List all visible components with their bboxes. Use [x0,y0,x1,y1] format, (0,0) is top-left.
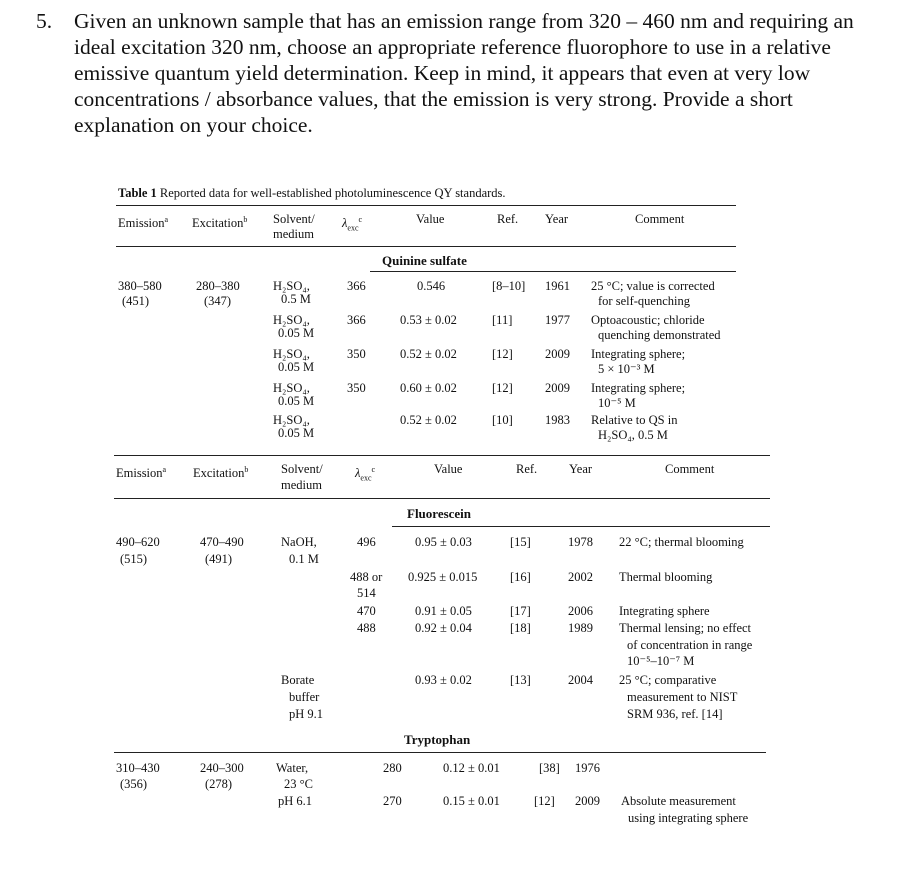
fluorescein-row5-year: 2004 [568,673,593,687]
question-line-2: ideal excitation 320 nm, choose an appropriate reference fluorophore to use in a relative [74,35,831,59]
quinine-row1-conc: 0.5 M [281,292,311,306]
fluorescein-emission-peak: (515) [120,552,148,566]
quinine-row2-lambda: 366 [347,313,366,327]
quinine-row1-value: 0.546 [417,279,446,293]
fluorescein-excitation-peak: (491) [205,552,233,566]
fluorescein-solvent-borate: Borate [281,673,315,687]
quinine-row3-conc: 0.05 M [278,360,315,374]
header-emission: Emission$^a$ [118,215,169,231]
quinine-row5-year: 1983 [545,413,570,427]
header-lambda: $\lambda_{exc}^c$ [342,215,363,233]
header-solvent: Solvent/ [273,212,315,226]
quinine-excitation-peak: (347) [204,294,232,308]
section-tryptophan-title: Tryptophan [404,732,471,747]
quinine-row2-solvent: H₂SO₄, [273,313,310,327]
tryptophan-row2-value: 0.15 ± 0.01 [443,794,500,808]
quinine-row2-comment2: quenching demonstrated [598,328,721,342]
header2-comment: Comment [665,462,715,476]
question-line-3: emissive quantum yield determination. Keep in mind, it appears that even at very low [74,61,811,85]
quinine-row1-comment2: for self-quenching [598,294,690,308]
quinine-row1-comment1: 25 °C; value is corrected [591,279,715,293]
fluorescein-row2-ref: [16] [510,570,531,584]
tryptophan-row2-year: 2009 [575,794,600,808]
fluorescein-row3-comment: Integrating sphere [619,604,710,618]
table-caption-label: Table 1 [118,186,157,200]
fluorescein-row4-comment: Thermal lensing; no effect [619,621,752,635]
fluorescein-row3-year: 2006 [568,604,593,618]
fluorescein-row2-year: 2002 [568,570,593,584]
tryptophan-solvent: Water, [276,761,309,775]
quinine-row4-conc: 0.05 M [278,394,315,408]
fluorescein-row3-lambda: 470 [357,604,376,618]
fluorescein-row2-comment: Thermal blooming [619,570,713,584]
header-ref: Ref. [497,212,519,226]
fluorescein-row4-comment3: 10⁻⁵–10⁻⁷ M [627,654,695,668]
quinine-row4-year: 2009 [545,381,570,395]
quinine-emission: 380–580 [118,279,162,293]
fluorescein-solvent-naoh: NaOH, [281,535,317,549]
fluorescein-row1-comment: 22 °C; thermal blooming [619,535,744,549]
fluorescein-row5-ref: [13] [510,673,531,687]
fluorescein-row2-lambda: 488 or [350,570,383,584]
header2-value: Value [434,462,463,476]
tryptophan-row1-lambda: 280 [383,761,402,775]
fluorescein-row3-ref: [17] [510,604,531,618]
question-line-1: Given an unknown sample that has an emission range from 320 – 460 nm and requiring an [74,9,854,33]
tryptophan-excitation: 240–300 [200,761,244,775]
fluorescein-excitation: 470–490 [200,535,244,549]
quinine-row2-ref: [11] [492,313,513,327]
fluorescein-emission: 490–620 [116,535,160,549]
section-quinine-rule [370,271,736,272]
tryptophan-row1-ref: [38] [539,761,560,775]
tryptophan-row2-lambda: 270 [383,794,402,808]
fluorescein-row1-value: 0.95 ± 0.03 [415,535,472,549]
quinine-row5-solvent: H₂SO₄, [273,413,310,427]
header2-bottom-rule [114,498,770,499]
fluorescein-row1-year: 1978 [568,535,593,549]
fluorescein-row4-value: 0.92 ± 0.04 [415,621,472,635]
table-caption [118,186,506,201]
section-tryptophan-rule [114,752,766,753]
fluorescein-row4-ref: [18] [510,621,531,635]
header2-emission: Emission$^a$ [116,465,167,481]
quinine-row2-year: 1977 [545,313,570,327]
fluorescein-row4-comment2: of concentration in range [627,638,753,652]
quinine-row5-conc: 0.05 M [278,426,315,440]
tryptophan-row1-value: 0.12 ± 0.01 [443,761,500,775]
question-line-5: explanation on your choice. [74,113,313,137]
section-fluorescein-title: Fluorescein [407,506,472,521]
fluorescein-row5-comment: 25 °C; comparative [619,673,717,687]
fluorescein-solvent-ph: pH 9.1 [289,707,324,721]
quinine-row2-comment1: Optoacoustic; chloride [591,313,705,327]
quinine-row1-ref: [8–10] [492,279,526,293]
quinine-row5-comment1: Relative to QS in [591,413,678,427]
header2-solvent: Solvent/ [281,462,323,476]
tryptophan-solvent-ph: pH 6.1 [278,794,313,808]
quinine-row4-value: 0.60 ± 0.02 [400,381,457,395]
quinine-row1-solvent: H₂SO₄, [273,279,310,293]
quinine-emission-peak: (451) [122,294,150,308]
quinine-row3-lambda: 350 [347,347,366,361]
fluorescein-row4-year: 1989 [568,621,593,635]
quinine-row4-lambda: 350 [347,381,366,395]
question-line-4: concentrations / absorbance values, that the emission is very strong. Provide a short [74,87,793,111]
tryptophan-row2-comment: Absolute measurement [621,794,736,808]
section-quinine-title: Quinine sulfate [382,253,467,268]
tryptophan-row2-comment2: using integrating sphere [628,811,749,825]
header2-lambda: $\lambda_{exc}^c$ [355,465,376,483]
tryptophan-row2-ref: [12] [534,794,555,808]
quinine-row3-year: 2009 [545,347,570,361]
quinine-row5-comment2: H₂SO₄, 0.5 M [598,428,668,442]
header2-year: Year [569,462,593,476]
header-excitation: Excitation$^b$ [192,215,248,231]
fluorescein-row5-comment3: SRM 936, ref. [14] [627,707,723,721]
quinine-row4-comment2: 10⁻⁵ M [598,396,636,410]
header-year: Year [545,212,569,226]
quinine-row1-lambda: 366 [347,279,366,293]
fluorescein-row1-lambda: 496 [357,535,376,549]
fluorescein-solvent-buffer: buffer [289,690,320,704]
tryptophan-solvent-temp: 23 °C [284,777,313,791]
section-fluorescein-rule [392,526,770,527]
quinine-row3-solvent: H₂SO₄, [273,347,310,361]
header-value: Value [416,212,445,226]
quinine-row5-value: 0.52 ± 0.02 [400,413,457,427]
quinine-row2-conc: 0.05 M [278,326,315,340]
fluorescein-row2-lambda2: 514 [357,586,376,600]
header2-ref: Ref. [516,462,538,476]
tryptophan-emission-peak: (356) [120,777,148,791]
tryptophan-emission: 310–430 [116,761,160,775]
table2-top-rule [114,455,770,456]
quinine-row1-year: 1961 [545,279,570,293]
fluorescein-row2-value: 0.925 ± 0.015 [408,570,478,584]
quinine-row2-value: 0.53 ± 0.02 [400,313,457,327]
fluorescein-row4-lambda: 488 [357,621,376,635]
quinine-row4-solvent: H₂SO₄, [273,381,310,395]
header-bottom-rule [116,246,736,247]
quinine-row4-ref: [12] [492,381,513,395]
fluorescein-row3-value: 0.91 ± 0.05 [415,604,472,618]
quinine-row3-ref: [12] [492,347,513,361]
quinine-row3-comment2: 5 × 10⁻³ M [598,362,655,376]
question-number: 5. [36,9,53,33]
fluorescein-row5-value: 0.93 ± 0.02 [415,673,472,687]
table-top-rule [116,205,736,206]
header-comment: Comment [635,212,685,226]
quinine-excitation: 280–380 [196,279,240,293]
header2-medium: medium [281,478,322,492]
fluorescein-solvent-naoh-conc: 0.1 M [289,552,319,566]
fluorescein-row1-ref: [15] [510,535,531,549]
tryptophan-excitation-peak: (278) [205,777,233,791]
quinine-row4-comment1: Integrating sphere; [591,381,686,395]
header-medium: medium [273,227,314,241]
quinine-row3-comment1: Integrating sphere; [591,347,686,361]
quinine-row5-ref: [10] [492,413,513,427]
table-caption-text: Reported data for well-established photoluminescence QY standards. [159,186,506,200]
tryptophan-row1-year: 1976 [575,761,600,775]
fluorescein-row5-comment2: measurement to NIST [627,690,738,704]
header2-excitation: Excitation$^b$ [193,465,249,481]
quinine-row3-value: 0.52 ± 0.02 [400,347,457,361]
